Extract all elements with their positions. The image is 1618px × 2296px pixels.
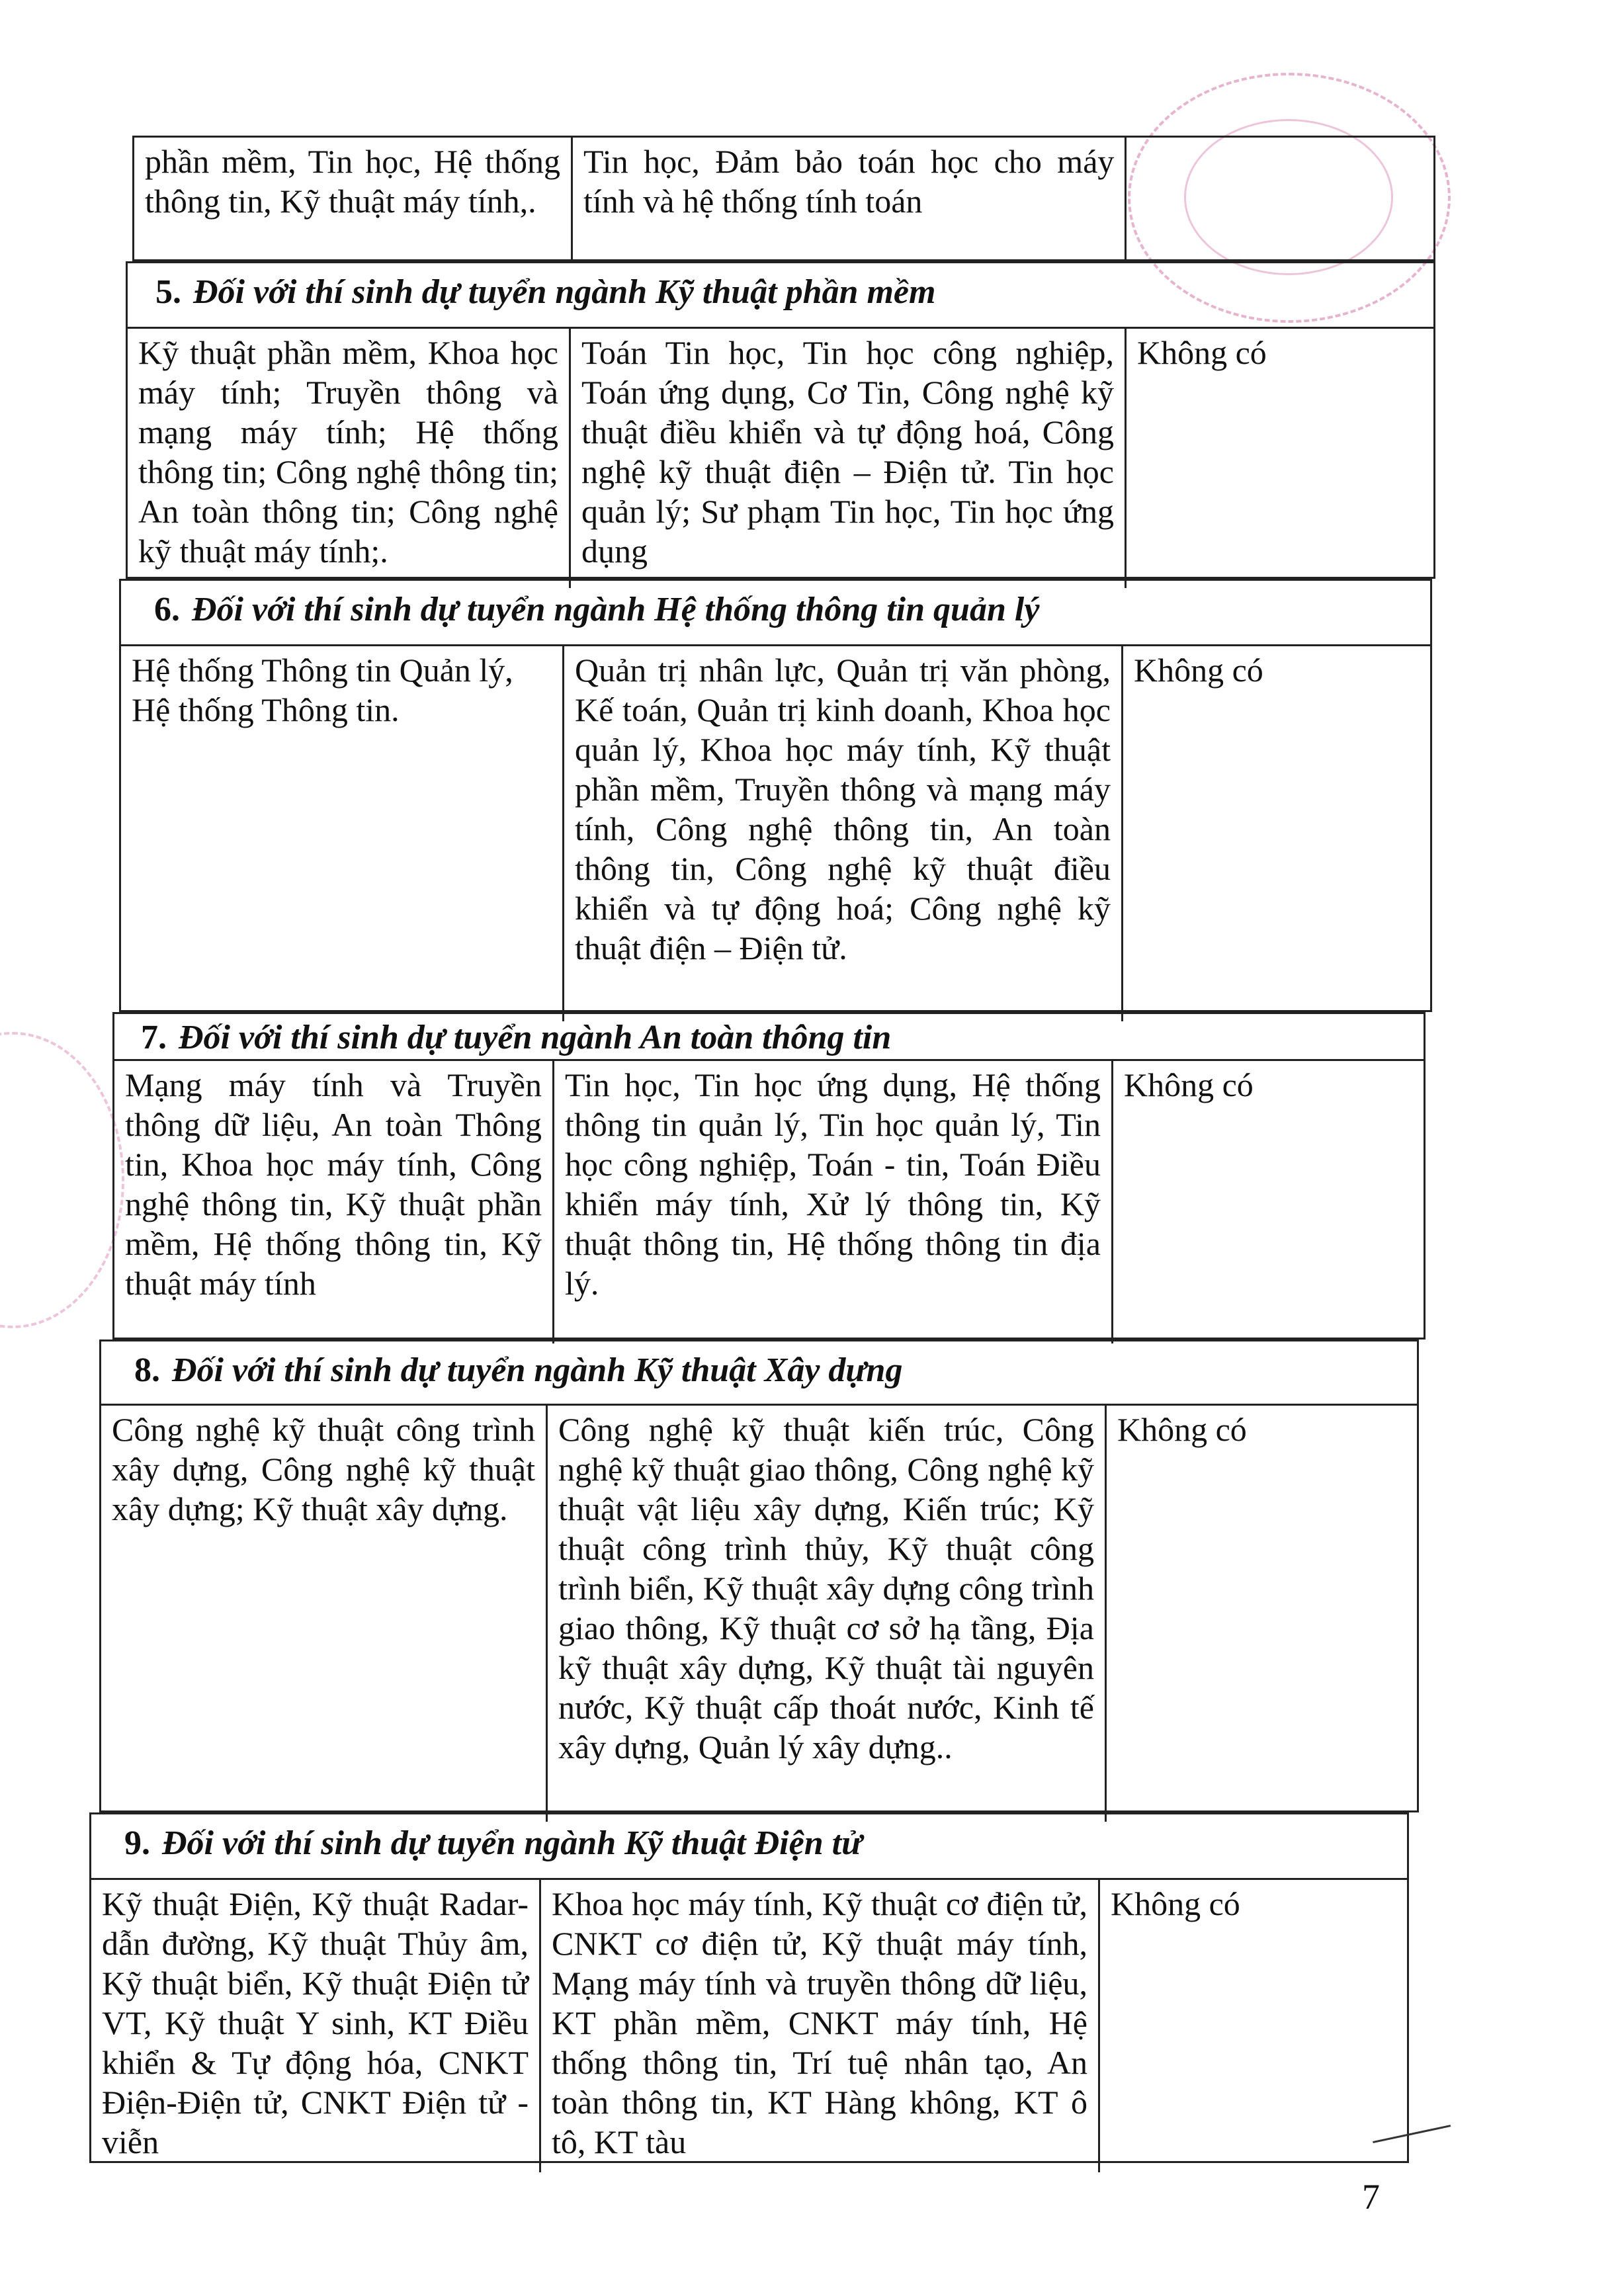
section-8-col3: Không có xyxy=(1117,1411,1247,1448)
section-9-col1: Kỹ thuật Điện, Kỹ thuật Radar-dẫn đường, Kỹ thuật Thủy âm, Kỹ thuật biển, Kỹ thuật Điện tử VT, Kỹ thuật Y sinh, KT Điều khiển & Tự động hóa, CNKT Điện-Điện tử, CNKT Điện tử - viễn xyxy=(91,1880,541,2172)
section-9-title: Đối với thí sinh dự tuyển ngành Kỹ thuật Điện tử xyxy=(162,1824,863,1862)
section-6-title: Đối với thí sinh dự tuyển ngành Hệ thống thông tin quản lý xyxy=(192,591,1040,628)
section-7 xyxy=(112,1012,1426,1339)
section-7-col2: Tin học, Tin học ứng dụng, Hệ thống thông tin quản lý, Tin học quản lý, Tin học công nghiệp, Toán - tin, Toán Điều khiển máy tính, Xử lý thông tin, Kỹ thuật thông tin, Hệ thống thông tin địa lý. xyxy=(554,1061,1113,1343)
section-8-header xyxy=(101,1341,1417,1404)
section-7-header xyxy=(114,1014,1424,1059)
cont-col1: phần mềm, Tin học, Hệ thống thông tin, Kỹ thuật máy tính,. xyxy=(134,138,573,261)
section-8 xyxy=(99,1339,1419,1812)
section-9 xyxy=(89,1812,1409,2163)
section-7-number: 7. xyxy=(141,1019,167,1056)
section-5-col3: Không có xyxy=(1137,334,1267,371)
section-9-header xyxy=(91,1814,1407,1878)
section-8-number: 8. xyxy=(134,1351,160,1389)
section-6 xyxy=(119,579,1432,1012)
section-7-col3: Không có xyxy=(1124,1066,1254,1103)
section-8-col1: Công nghệ kỹ thuật công trình xây dựng, Công nghệ kỹ thuật xây dựng; Kỹ thuật xây dựng. xyxy=(101,1406,548,1822)
section-6-col2: Quản trị nhân lực, Quản trị văn phòng, Kế toán, Quản trị kinh doanh, Khoa học quản lý, Khoa học máy tính, Kỹ thuật phần mềm, Truyền thông và mạng máy tính, Công nghệ thông tin, An toàn thông tin, Công nghệ kỹ thuật điều khiển và tự động hoá; Công nghệ kỹ thuật điện – Điện tử. xyxy=(564,646,1123,1021)
cont-col3 xyxy=(1127,138,1433,261)
side-seal xyxy=(0,1032,124,1328)
section-9-number: 9. xyxy=(124,1824,150,1862)
section-9-col3: Không có xyxy=(1111,1885,1240,1922)
section-8-title: Đối với thí sinh dự tuyển ngành Kỹ thuật Xây dựng xyxy=(172,1351,903,1389)
section-7-col1: Mạng máy tính và Truyền thông dữ liệu, An toàn Thông tin, Khoa học máy tính, Công nghệ thông tin, Kỹ thuật phần mềm, Hệ thống thông tin, Kỹ thuật máy tính xyxy=(114,1061,554,1343)
section-5-header xyxy=(128,263,1433,327)
page-number: 7 xyxy=(1362,2177,1380,2217)
section-5 xyxy=(126,261,1435,579)
section-5-number: 5. xyxy=(155,273,181,311)
section-5-col1: Kỹ thuật phần mềm, Khoa học máy tính; Truyền thông và mạng máy tính; Hệ thống thông tin; Công nghệ thông tin; An toàn thông tin; Công nghệ kỹ thuật máy tính;. xyxy=(128,329,571,588)
continuation-block xyxy=(132,136,1435,261)
section-5-col2: Toán Tin học, Tin học công nghiệp, Toán ứng dụng, Cơ Tin, Công nghệ kỹ thuật điều khiển và tự động hoá, Công nghệ kỹ thuật điện – Điện tử. Tin học quản lý; Sư phạm Tin học, Tin học ứng dụng xyxy=(571,329,1127,588)
section-6-number: 6. xyxy=(154,591,180,628)
section-9-col2: Khoa học máy tính, Kỹ thuật cơ điện tử, CNKT cơ điện tử, Kỹ thuật máy tính, Mạng máy tính và truyền thông dữ liệu, KT phần mềm, CNKT máy tính, Hệ thống thông tin, Trí tuệ nhân tạo, An toàn thông tin, KT Hàng không, KT ô tô, KT tàu xyxy=(541,1880,1100,2172)
section-6-col3: Không có xyxy=(1134,652,1263,689)
section-6-header xyxy=(121,581,1430,644)
section-8-col2: Công nghệ kỹ thuật kiến trúc, Công nghệ kỹ thuật giao thông, Công nghệ kỹ thuật vật liệu xây dựng, Kiến trúc; Kỹ thuật công trình thủy, Kỹ thuật công trình biển, Kỹ thuật xây dựng công trình giao thông, Kỹ thuật cơ sở hạ tầng, Địa kỹ thuật xây dựng, Kỹ thuật tài nguyên nước, Kỹ thuật cấp thoát nước, Kinh tế xây dựng, Quản lý xây dựng.. xyxy=(548,1406,1107,1822)
cont-col2: Tin học, Đảm bảo toán học cho máy tính và hệ thống tính toán xyxy=(573,138,1127,261)
section-5-title: Đối với thí sinh dự tuyển ngành Kỹ thuật phần mềm xyxy=(193,273,936,311)
section-6-col1: Hệ thống Thông tin Quản lý, Hệ thống Thông tin. xyxy=(121,646,564,1021)
section-7-title: Đối với thí sinh dự tuyển ngành An toàn thông tin xyxy=(179,1019,892,1056)
